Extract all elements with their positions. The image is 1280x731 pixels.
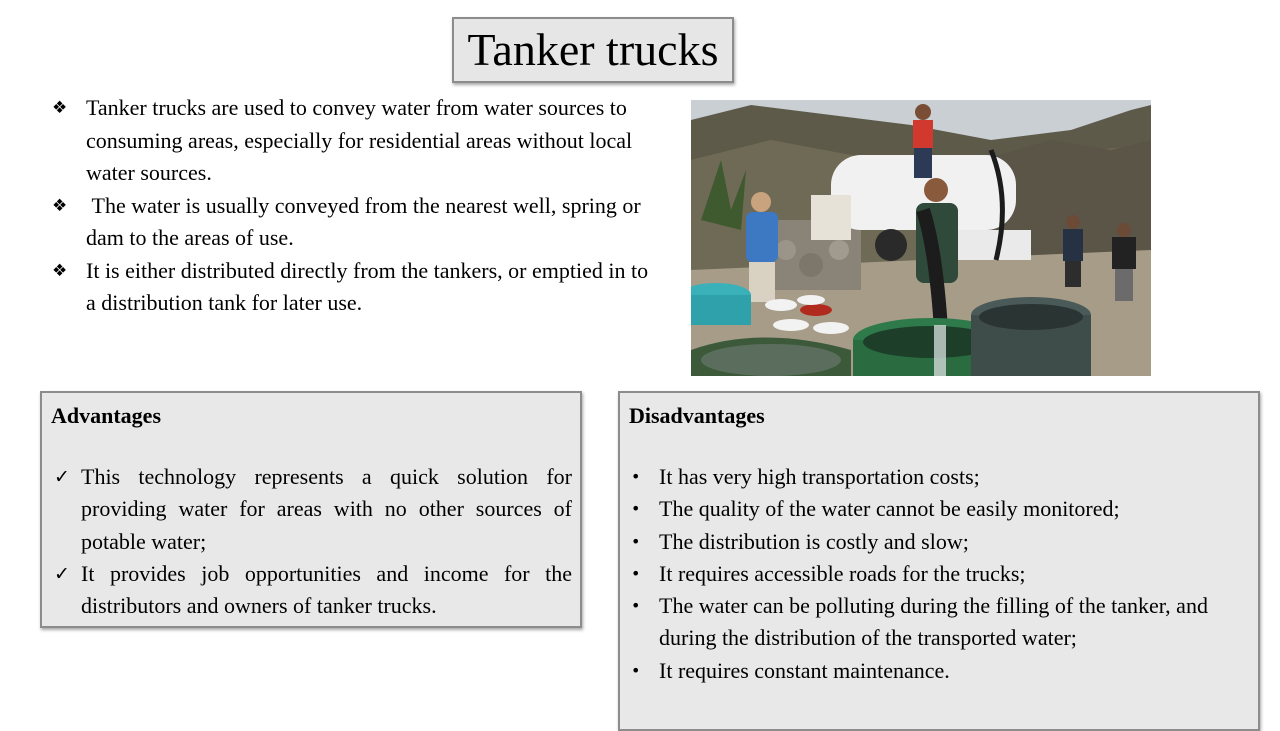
advantages-box bbox=[40, 391, 582, 628]
disadvantage-text: It has very high transportation costs; bbox=[659, 464, 980, 489]
intro-item-text: The water is usually conveyed from the nearest well, spring or dam to the areas of use. bbox=[86, 192, 647, 250]
page-title: Tanker trucks bbox=[467, 24, 719, 75]
disadvantage-item bbox=[629, 558, 1250, 590]
diamond-bullet-icon: ❖ bbox=[52, 260, 68, 281]
disadvantage-text: The water can be polluting during the filling of the tanker, and during the distribution of the transported water; bbox=[659, 593, 1208, 651]
disadvantage-item bbox=[629, 461, 1250, 493]
advantage-item bbox=[51, 558, 572, 623]
disadvantage-item bbox=[629, 655, 1250, 687]
disadvantages-list bbox=[629, 461, 1250, 687]
disadvantage-item bbox=[629, 493, 1250, 525]
intro-item bbox=[52, 255, 662, 320]
advantage-text: It provides job opportunities and income for the distributors and owners of tanker trucks. bbox=[81, 560, 572, 619]
disadvantage-text: It requires accessible roads for the trucks; bbox=[659, 560, 1026, 586]
bullet-icon: • bbox=[631, 467, 641, 486]
checkmark-icon: ✓ bbox=[54, 562, 70, 585]
bullet-icon: • bbox=[631, 531, 641, 551]
advantage-item bbox=[51, 461, 572, 558]
intro-list bbox=[52, 92, 662, 320]
tanker-truck-photo bbox=[691, 100, 1151, 376]
checkmark-icon: ✓ bbox=[54, 466, 70, 488]
intro-item bbox=[52, 190, 662, 255]
intro-item-text: Tanker trucks are used to convey water from water sources to consuming areas, especially for residential areas without local water sources. bbox=[86, 95, 633, 185]
title-box bbox=[452, 17, 734, 83]
disadvantage-text: The distribution is costly and slow; bbox=[659, 528, 969, 554]
advantages-heading: Advantages bbox=[51, 403, 162, 428]
disadvantages-box bbox=[618, 391, 1260, 731]
disadvantages-heading: Disadvantages bbox=[629, 403, 765, 428]
disadvantage-text: The quality of the water cannot be easily monitored; bbox=[659, 496, 1120, 522]
bullet-icon: • bbox=[631, 596, 641, 616]
diamond-bullet-icon: ❖ bbox=[52, 195, 68, 216]
disadvantage-item bbox=[629, 590, 1250, 655]
bullet-icon: • bbox=[631, 563, 641, 583]
bullet-icon: • bbox=[631, 499, 641, 519]
disadvantage-item bbox=[629, 526, 1250, 558]
bullet-icon: • bbox=[631, 660, 641, 680]
intro-item-text: It is either distributed directly from the tankers, or emptied in to a distribution tank for later use. bbox=[86, 257, 649, 315]
diamond-bullet-icon: ❖ bbox=[52, 98, 68, 118]
advantage-text: This technology represents a quick solution for providing water for areas with no other sources of potable water; bbox=[81, 464, 572, 554]
intro-item bbox=[52, 92, 662, 190]
advantages-list bbox=[51, 461, 572, 622]
disadvantage-text: It requires constant maintenance. bbox=[659, 657, 950, 683]
